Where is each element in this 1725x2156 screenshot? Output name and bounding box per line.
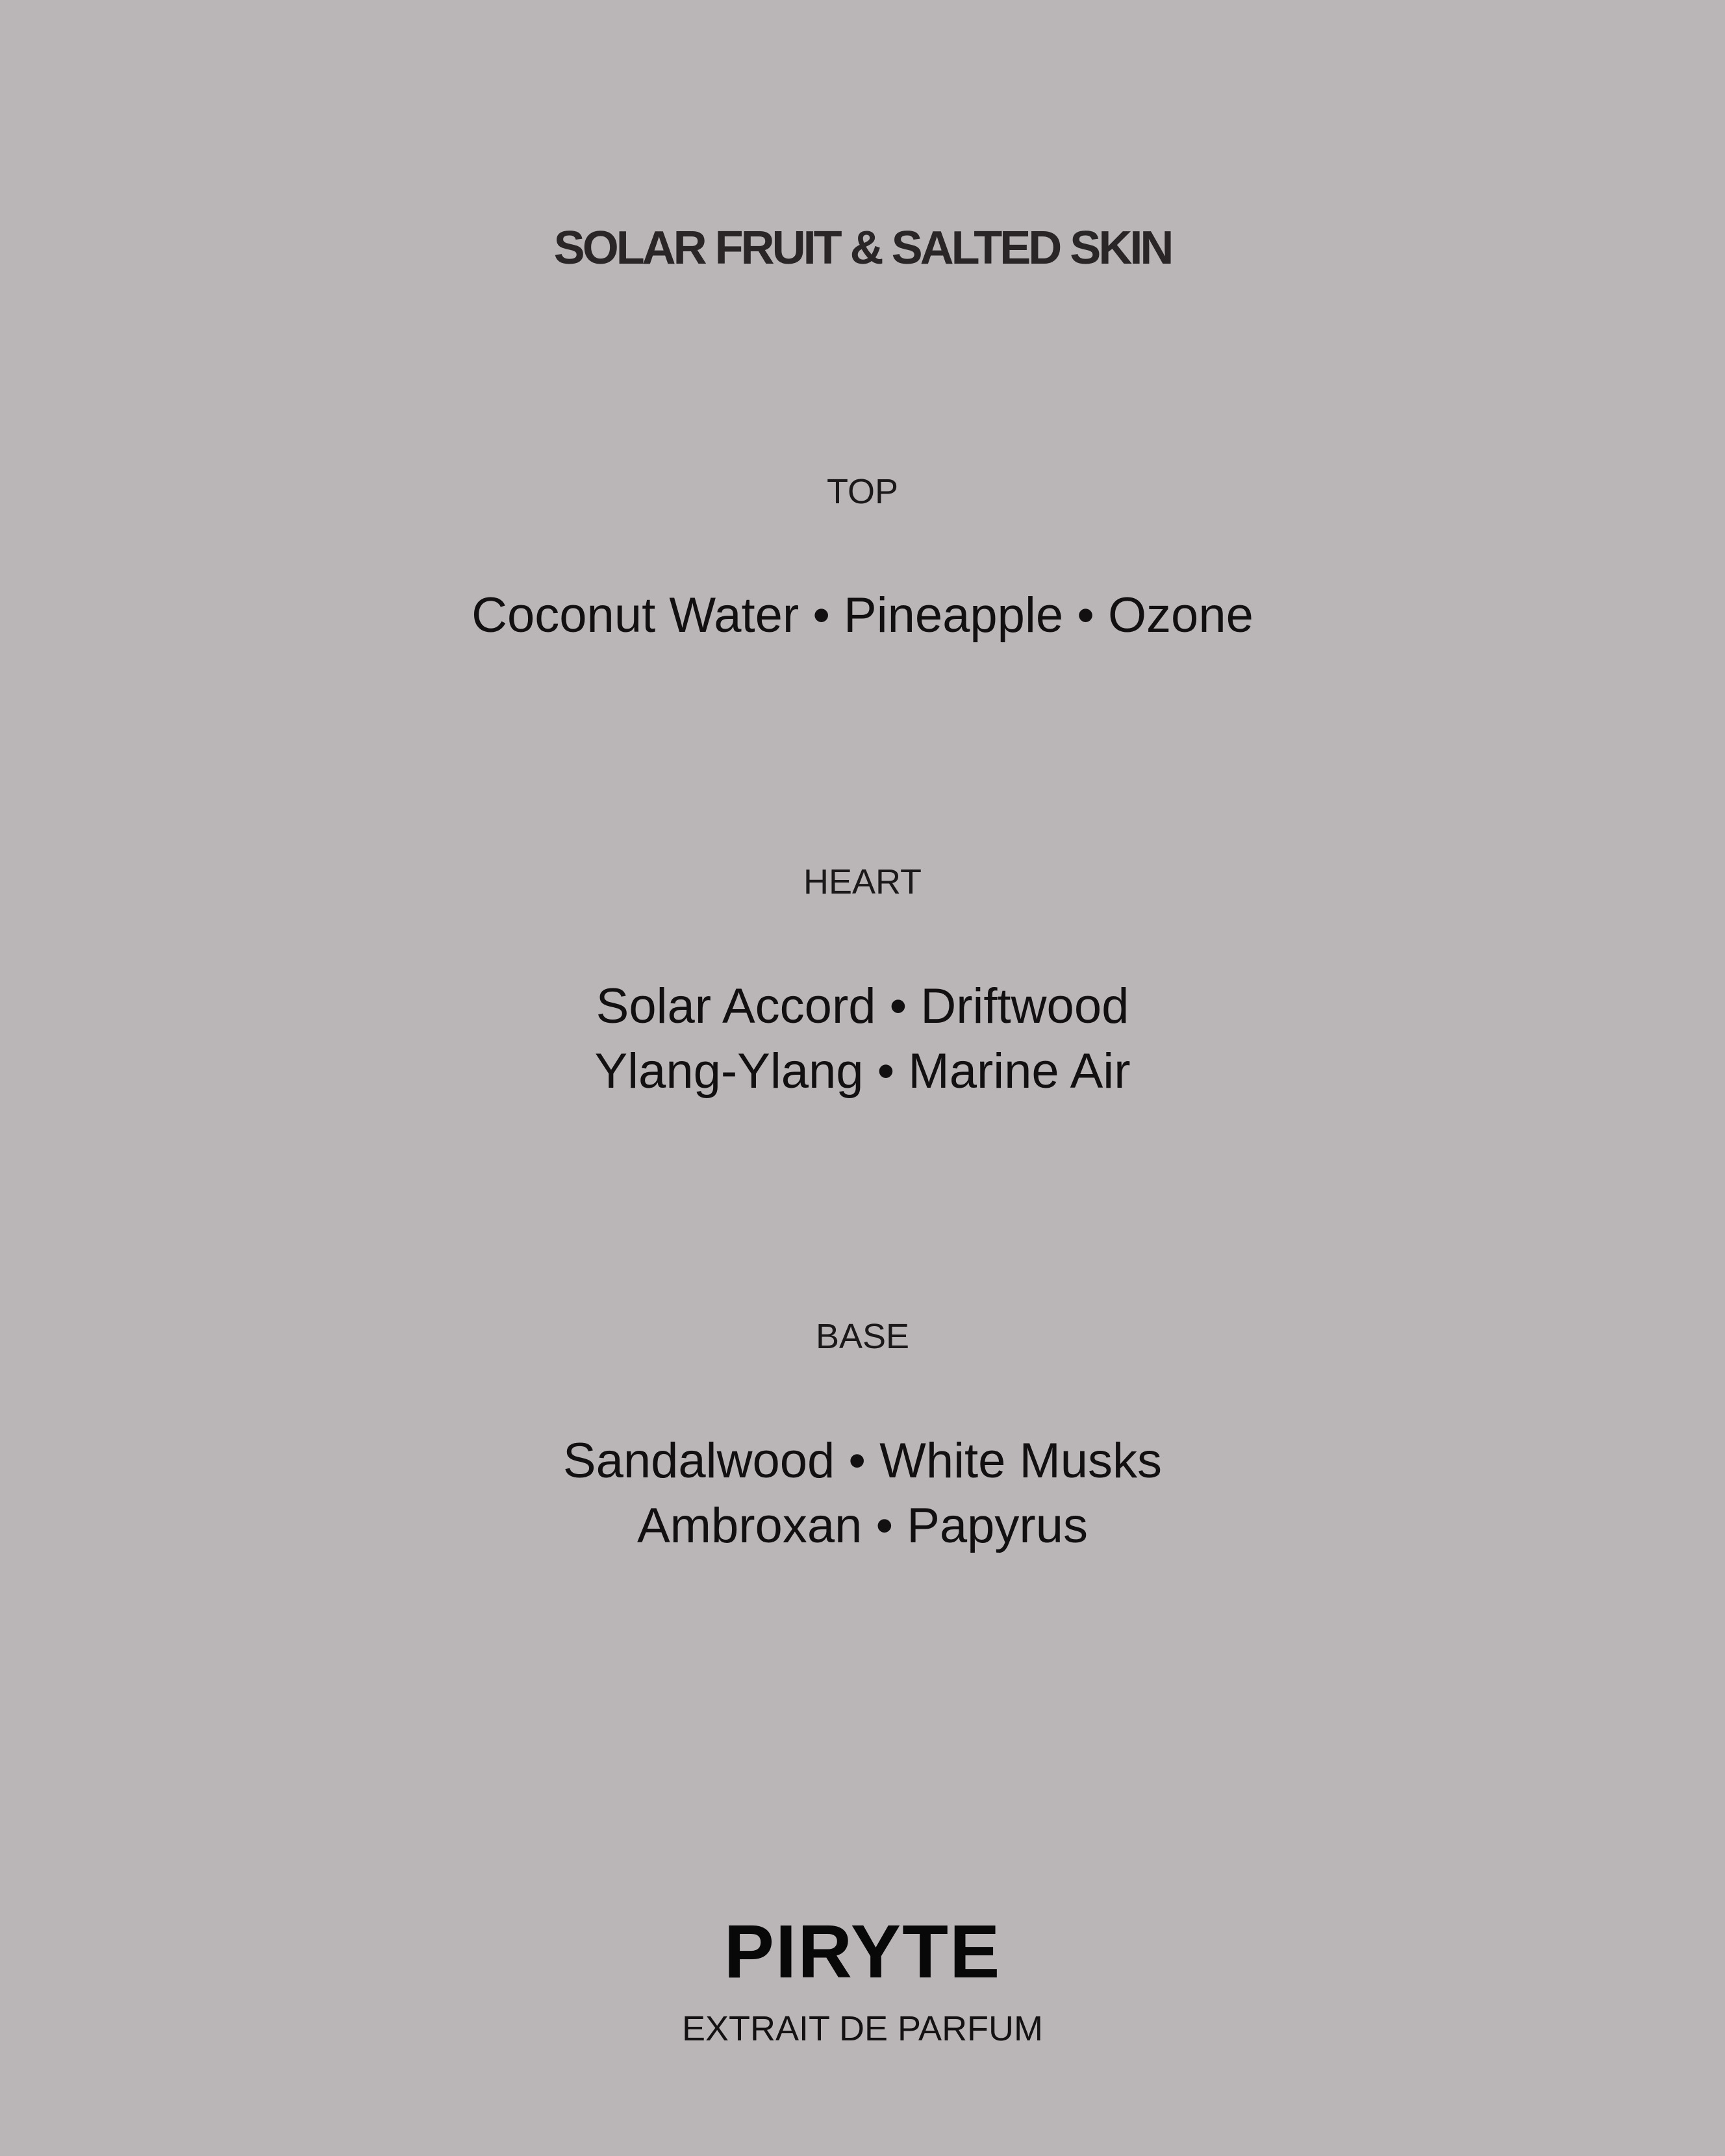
brand-logo: PIRYTE	[724, 1909, 1001, 1994]
section-label-top: TOP	[826, 472, 899, 511]
notes-heart	[0, 974, 1725, 1104]
notes-heart-line: Ylang-Ylang • Marine Air	[594, 1044, 1131, 1099]
notes-base-line: Sandalwood • White Musks	[562, 1433, 1163, 1488]
brand-tagline: EXTRAIT DE PARFUM	[681, 2009, 1044, 2048]
notes-base	[0, 1429, 1725, 1559]
notes-top	[0, 583, 1725, 648]
notes-base-line: Ambroxan • Papyrus	[636, 1498, 1089, 1553]
section-label-base: BASE	[815, 1317, 910, 1356]
notes-heart-line: Solar Accord • Driftwood	[596, 979, 1129, 1034]
section-label-heart: HEART	[803, 862, 922, 901]
fragrance-title: SOLAR FRUIT & SALTED SKIN	[553, 222, 1172, 274]
notes-top-line: Coconut Water • Pineapple • Ozone	[472, 588, 1253, 643]
